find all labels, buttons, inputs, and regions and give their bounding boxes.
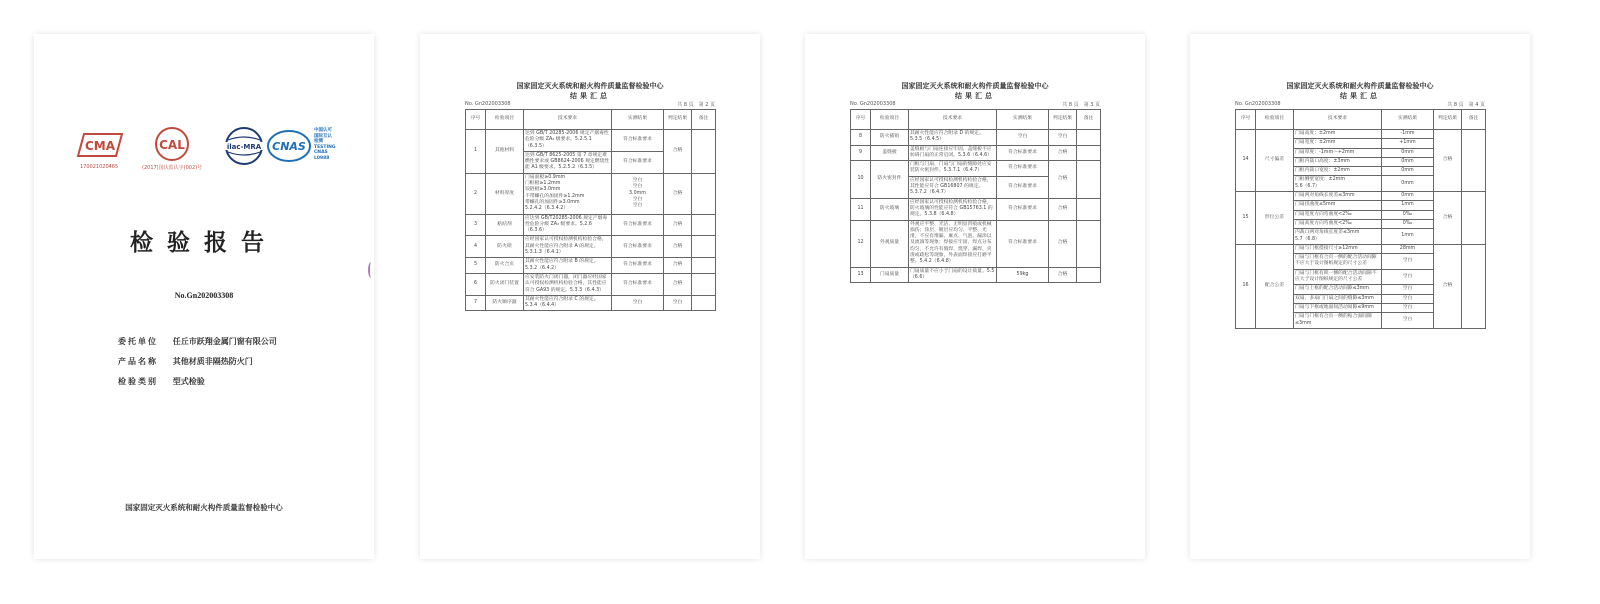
table-row bbox=[851, 267, 1101, 283]
row-item: 尺寸偏差 bbox=[1256, 130, 1294, 192]
header-cell: 实测结果 bbox=[1382, 110, 1434, 130]
row-remark bbox=[692, 273, 716, 295]
row-result: 0mm bbox=[1382, 192, 1434, 201]
row-result: 1mm bbox=[1382, 229, 1434, 245]
row-verdict: 合格 bbox=[1049, 267, 1077, 283]
row-requirement: 门扇与门框有合页一侧的贴合面间隙≤3mm bbox=[1294, 313, 1382, 329]
row-requirement: 双扇、多扇门门扇之间的缝隙≤3mm bbox=[1294, 294, 1382, 303]
page-report-no: No. Gn202003308 bbox=[1235, 101, 1281, 107]
row-result: 空白 bbox=[1382, 294, 1434, 303]
row-result: 符合标准要求 bbox=[612, 236, 664, 258]
row-result: 1mm bbox=[1382, 201, 1434, 210]
row-item: 形位公差 bbox=[1256, 192, 1294, 245]
header-cell: 备注 bbox=[692, 110, 716, 130]
cma-logo-icon bbox=[76, 130, 130, 160]
row-verdict: 合格 bbox=[1049, 220, 1077, 267]
page-header bbox=[420, 81, 760, 101]
row-result: 符合标准要求 bbox=[612, 130, 664, 152]
row-number: 11 bbox=[851, 198, 871, 220]
row-item: 门扇质量 bbox=[871, 267, 909, 283]
cover-page bbox=[34, 34, 374, 559]
row-requirement: 外观应平整、光洁，无明显凹痕或机械损伤；涂层、镀层应均匀、平整、光滑，不应有堆漏、麻点、气泡、漏涂以及流淌等现象；焊接应牢固、焊点分布均匀，不允许有假焊、烧穿、漏焊、夹渣或疏松等现象，外表面焊接应打磨平整。5.4.2（6.4.8） bbox=[909, 220, 997, 267]
row-item: 防火密封件 bbox=[871, 161, 909, 198]
row-requirement: 门框内裁口高度：±3mm bbox=[1294, 157, 1382, 166]
row-remark bbox=[1462, 130, 1486, 192]
cnas-logo-icon bbox=[266, 128, 312, 164]
row-result: 符合标准要求 bbox=[612, 258, 664, 274]
row-verdict: 合格 bbox=[1049, 161, 1077, 198]
table-row bbox=[851, 198, 1101, 220]
table-row bbox=[851, 145, 1101, 161]
results-table bbox=[465, 109, 716, 311]
row-requirement: 门扇与门框有合页一侧的配合活动间隙不应大于设计图纸规定的尺寸公差 bbox=[1294, 254, 1382, 270]
row-result: 符合标准要求 bbox=[612, 273, 664, 295]
header-cell: 技术要求 bbox=[909, 110, 997, 130]
row-result: 空白 bbox=[1382, 313, 1434, 329]
svg-text:CMA: CMA bbox=[84, 139, 116, 153]
row-item: 防火玻璃 bbox=[871, 198, 909, 220]
row-result: 空白 bbox=[1382, 254, 1434, 270]
page-count: 共 8 页 第 3 页 bbox=[1062, 102, 1100, 108]
page-count: 共 8 页 第 2 页 bbox=[677, 102, 715, 108]
header-cell: 实测结果 bbox=[997, 110, 1049, 130]
header-cell: 序号 bbox=[466, 110, 486, 130]
row-result: 符合标准要求 bbox=[997, 161, 1049, 177]
row-verdict: 空白 bbox=[1049, 130, 1077, 146]
row-verdict: 合格 bbox=[664, 130, 692, 174]
row-item: 粘结剂 bbox=[486, 214, 524, 236]
row-remark bbox=[692, 214, 716, 236]
row-verdict: 合格 bbox=[664, 236, 692, 258]
row-item: 防火合页 bbox=[486, 258, 524, 274]
meta-type: 检验类别 型式检验 bbox=[118, 377, 205, 386]
header-cell: 备注 bbox=[1077, 110, 1101, 130]
center-name: 国家固定灭火系统和耐火构件质量监督检验中心 bbox=[1286, 82, 1434, 90]
row-remark bbox=[692, 258, 716, 274]
row-requirement: 门扇与门框搭接尺寸≥12mm bbox=[1294, 244, 1382, 253]
page-subtitle: 结果汇总 bbox=[570, 92, 610, 100]
row-requirement: 应经国家认可授权检测机构检验合格，其性能应符合 GB16807 的规定。5.3.7.2（6.4.7） bbox=[909, 176, 997, 198]
row-result: 59kg bbox=[997, 267, 1049, 283]
row-number: 5 bbox=[466, 258, 486, 274]
row-item: 防火闭门装置 bbox=[486, 273, 524, 295]
svg-text:ilac-MRA: ilac-MRA bbox=[226, 143, 262, 151]
row-item: 配合公差 bbox=[1256, 244, 1294, 328]
row-requirement: 应经国家认可授权检测机构检验合格，其耐火性能应符合附录 A 的规定。5.3.1.3（6.4.1） bbox=[524, 236, 612, 258]
row-remark bbox=[1077, 220, 1101, 267]
row-item: 防火顺序器 bbox=[486, 295, 524, 311]
ilac-mra-logo-icon bbox=[222, 126, 266, 166]
header-cell: 技术要求 bbox=[1294, 110, 1382, 130]
row-requirement: 门扇宽度：±2mm bbox=[1294, 139, 1382, 148]
row-number: 12 bbox=[851, 220, 871, 267]
page-subtitle: 结果汇总 bbox=[1340, 92, 1380, 100]
table-row bbox=[1236, 244, 1486, 253]
row-requirement: 其耐火性能应符合附录 B 的规定。5.3.2（6.4.2） bbox=[524, 258, 612, 274]
table-row bbox=[851, 220, 1101, 267]
row-result: 28mm bbox=[1382, 244, 1434, 253]
row-number: 8 bbox=[851, 130, 871, 146]
page-meta bbox=[465, 101, 715, 107]
row-remark bbox=[1077, 198, 1101, 220]
meta-product: 产品名称 其他材质非隔热防火门 bbox=[118, 357, 253, 366]
table-row bbox=[466, 258, 716, 274]
row-result: -1mm bbox=[1382, 130, 1434, 139]
row-verdict: 合格 bbox=[664, 258, 692, 274]
table-row bbox=[466, 273, 716, 295]
table-header-row bbox=[1236, 110, 1486, 130]
svg-text:CAL: CAL bbox=[159, 138, 185, 152]
row-remark bbox=[692, 236, 716, 258]
row-requirement: 门框与门扇、门扇与门扇的缝隙处应安装防火密封件。5.3.7.1（6.4.7） bbox=[909, 161, 997, 177]
cnas-caption: 中国认可 国际互认 检测 TESTING CNAS L0988 bbox=[314, 128, 336, 161]
row-number: 10 bbox=[851, 161, 871, 198]
row-requirement: 达到 GB/T 8625-2005 第 7 章规定难燃性要求或 GB8624-2006 规定燃烧性能 A1 级要求。5.2.5.2（6.3.5） bbox=[524, 151, 612, 173]
results-table bbox=[1235, 109, 1486, 329]
row-number: 2 bbox=[466, 173, 486, 214]
row-requirement: 应经国家认可授权检测机构检验合格，防火玻璃的性能应符合 GB15763.1 的规定。5.3.8（6.4.8） bbox=[909, 198, 997, 220]
row-requirement: 其耐火性能应符合附录 D 的规定。5.3.5（6.4.5） bbox=[909, 130, 997, 146]
row-verdict: 合格 bbox=[1434, 192, 1462, 245]
header-cell: 检验项目 bbox=[871, 110, 909, 130]
row-number: 6 bbox=[466, 273, 486, 295]
row-remark bbox=[1077, 130, 1101, 146]
row-requirement: 门扇宽度方向弯曲度<2‰ bbox=[1294, 210, 1382, 219]
page-report-no: No. Gn202003308 bbox=[850, 101, 896, 107]
row-requirement: 门扇高度方向弯曲度<2‰ bbox=[1294, 219, 1382, 228]
row-result: 符合标准要求 bbox=[612, 214, 664, 236]
svg-text:CNAS: CNAS bbox=[272, 140, 306, 153]
row-requirement: 门框内裁口宽度：±2mm bbox=[1294, 167, 1382, 176]
table-row bbox=[1236, 192, 1486, 201]
table-row bbox=[466, 173, 716, 214]
table-row bbox=[466, 295, 716, 311]
page-meta bbox=[1235, 101, 1485, 107]
row-requirement: 门扇扭曲度≤5mm bbox=[1294, 201, 1382, 210]
row-verdict: 空白 bbox=[664, 295, 692, 311]
row-result: 0‰ bbox=[1382, 210, 1434, 219]
results-table bbox=[850, 109, 1101, 283]
row-verdict: 合格 bbox=[1434, 244, 1462, 328]
row-item: 外观质量 bbox=[871, 220, 909, 267]
header-cell: 检验项目 bbox=[1256, 110, 1294, 130]
result-page-3 bbox=[805, 34, 1145, 559]
page-report-no: No. Gn202003308 bbox=[465, 101, 511, 107]
center-name: 国家固定灭火系统和耐火构件质量监督检验中心 bbox=[901, 82, 1049, 90]
row-number: 9 bbox=[851, 145, 871, 161]
row-requirement: 门扇质量不应小于门扇的设计质量。5.5（6.6） bbox=[909, 267, 997, 283]
row-number: 13 bbox=[851, 267, 871, 283]
page-header bbox=[1190, 81, 1530, 101]
row-result: 符合标准要求 bbox=[997, 198, 1049, 220]
seal-mark-icon bbox=[368, 262, 374, 278]
row-result: 0‰ bbox=[1382, 219, 1434, 228]
page-subtitle: 结果汇总 bbox=[955, 92, 995, 100]
header-cell: 判定结果 bbox=[1049, 110, 1077, 130]
page-meta bbox=[850, 101, 1100, 107]
page-header bbox=[805, 81, 1145, 101]
header-cell: 判定结果 bbox=[664, 110, 692, 130]
row-verdict: 合格 bbox=[664, 273, 692, 295]
report-number: No.Gn202003308 bbox=[174, 291, 234, 300]
header-cell: 序号 bbox=[1236, 110, 1256, 130]
row-item: 材料厚度 bbox=[486, 173, 524, 214]
row-requirement: 盖缝板与门扇连接应牢固，盖缝板不应妨碍门扇的正常启闭。5.3.6（6.4.6） bbox=[909, 145, 997, 161]
table-row bbox=[466, 130, 716, 152]
row-number: 15 bbox=[1236, 192, 1256, 245]
row-result: 符合标准要求 bbox=[997, 145, 1049, 161]
center-name: 国家固定灭火系统和耐火构件质量监督检验中心 bbox=[516, 82, 664, 90]
row-remark bbox=[692, 295, 716, 311]
row-verdict: 合格 bbox=[664, 214, 692, 236]
table-row bbox=[851, 161, 1101, 177]
row-requirement: 其耐火性能应符合附录 C 的规定。5.3.4（6.4.4） bbox=[524, 295, 612, 311]
header-cell: 判定结果 bbox=[1434, 110, 1462, 130]
page-count: 共 8 页 第 4 页 bbox=[1447, 102, 1485, 108]
row-requirement: 门扇与门框有锁一侧的配合活动间隙不应大于设计图纸规定的尺寸公差 bbox=[1294, 269, 1382, 285]
table-row bbox=[466, 236, 716, 258]
row-verdict: 合格 bbox=[664, 173, 692, 214]
table-header-row bbox=[466, 110, 716, 130]
result-page-2 bbox=[420, 34, 760, 559]
row-number: 16 bbox=[1236, 244, 1256, 328]
row-result: 0mm bbox=[1382, 148, 1434, 157]
row-remark bbox=[692, 173, 716, 214]
row-number: 7 bbox=[466, 295, 486, 311]
header-cell: 序号 bbox=[851, 110, 871, 130]
row-requirement: 门扇厚度：-1mm～+2mm bbox=[1294, 148, 1382, 157]
row-requirement: 应达到 GB/T20285-2006 规定产烟毒性危险分级 ZA₂ 级要求。5.2.6（6.3.6） bbox=[524, 214, 612, 236]
row-result: 空白 bbox=[612, 295, 664, 311]
row-requirement: 门扇两对角线长度差≤3mm bbox=[1294, 192, 1382, 201]
row-requirement: 达到 GB/T 20285-2006 规定产烟毒性危险分级 ZA₂ 级要求。5.2.5.1（6.3.5） bbox=[524, 130, 612, 152]
row-requirement: 门扇面板≥0.9mm 门框板≥1.2mm 铰链板≥3.0mm 不带螺孔的加固件≥1.2mm 带螺孔的加固件≥3.0mm 5.2.4.2（6.3.4.2） bbox=[524, 173, 612, 214]
row-result: 0mm bbox=[1382, 157, 1434, 166]
table-row bbox=[466, 214, 716, 236]
cal-logo-icon bbox=[154, 126, 190, 162]
row-remark bbox=[1077, 145, 1101, 161]
row-item: 防火锁 bbox=[486, 236, 524, 258]
cma-code: 170021020465 bbox=[80, 164, 119, 170]
row-result: 0mm bbox=[1382, 167, 1434, 176]
cover-footer: 国家固定灭火系统和耐火构件质量监督检验中心 bbox=[125, 503, 283, 512]
row-result: 符合标准要求 bbox=[997, 220, 1049, 267]
report-title: 检验报告 bbox=[130, 229, 278, 256]
result-page-4 bbox=[1190, 34, 1530, 559]
row-requirement: 门框侧壁宽度：±2mm 5.6（6.7） bbox=[1294, 176, 1382, 192]
row-result: 空白 bbox=[1382, 269, 1434, 285]
row-remark bbox=[1462, 192, 1486, 245]
row-requirement: 应安装防火门闭门器，闭门器应经国家认可授权检测机构检验合格，其性能应符合 GA93 的规定。5.3.3（6.4.3） bbox=[524, 273, 612, 295]
cal-code: (2017)国认监认字(002)号 bbox=[142, 165, 203, 171]
row-requirement: 内裁口两对角线长度差≤3mm 5.7（6.8） bbox=[1294, 229, 1382, 245]
meta-client: 委托单位 任丘市跃翔金属门窗有限公司 bbox=[118, 337, 277, 346]
row-requirement: 门扇高度：±2mm bbox=[1294, 130, 1382, 139]
header-cell: 检验项目 bbox=[486, 110, 524, 130]
row-result: 空白 空白 3.0mm 空白 空白 bbox=[612, 173, 664, 214]
row-requirement: 门扇与上框的配合活动间隙≤3mm bbox=[1294, 285, 1382, 294]
row-result: 符合标准要求 bbox=[612, 151, 664, 173]
row-number: 1 bbox=[466, 130, 486, 174]
row-verdict: 合格 bbox=[1049, 145, 1077, 161]
row-number: 3 bbox=[466, 214, 486, 236]
cert-logos bbox=[76, 126, 344, 188]
table-header-row bbox=[851, 110, 1101, 130]
table-row bbox=[851, 130, 1101, 146]
report-meta bbox=[118, 336, 277, 396]
row-verdict: 合格 bbox=[1049, 198, 1077, 220]
row-requirement: 门扇与下框或地面间活动间隙≤9mm bbox=[1294, 303, 1382, 312]
row-result: 空白 bbox=[1382, 303, 1434, 312]
header-cell: 备注 bbox=[1462, 110, 1486, 130]
row-result: 空白 bbox=[1382, 285, 1434, 294]
row-remark bbox=[1077, 161, 1101, 198]
row-item: 防火插销 bbox=[871, 130, 909, 146]
row-result: 空白 bbox=[997, 130, 1049, 146]
row-remark bbox=[1462, 244, 1486, 328]
row-remark bbox=[1077, 267, 1101, 283]
row-item: 盖缝板 bbox=[871, 145, 909, 161]
row-number: 4 bbox=[466, 236, 486, 258]
row-result: +1mm bbox=[1382, 139, 1434, 148]
row-remark bbox=[692, 130, 716, 174]
header-cell: 技术要求 bbox=[524, 110, 612, 130]
table-row bbox=[1236, 130, 1486, 139]
row-number: 14 bbox=[1236, 130, 1256, 192]
row-result: 0mm bbox=[1382, 176, 1434, 192]
header-cell: 实测结果 bbox=[612, 110, 664, 130]
row-item: 其他材料 bbox=[486, 130, 524, 174]
row-verdict: 合格 bbox=[1434, 130, 1462, 192]
row-result: 符合标准要求 bbox=[997, 176, 1049, 198]
